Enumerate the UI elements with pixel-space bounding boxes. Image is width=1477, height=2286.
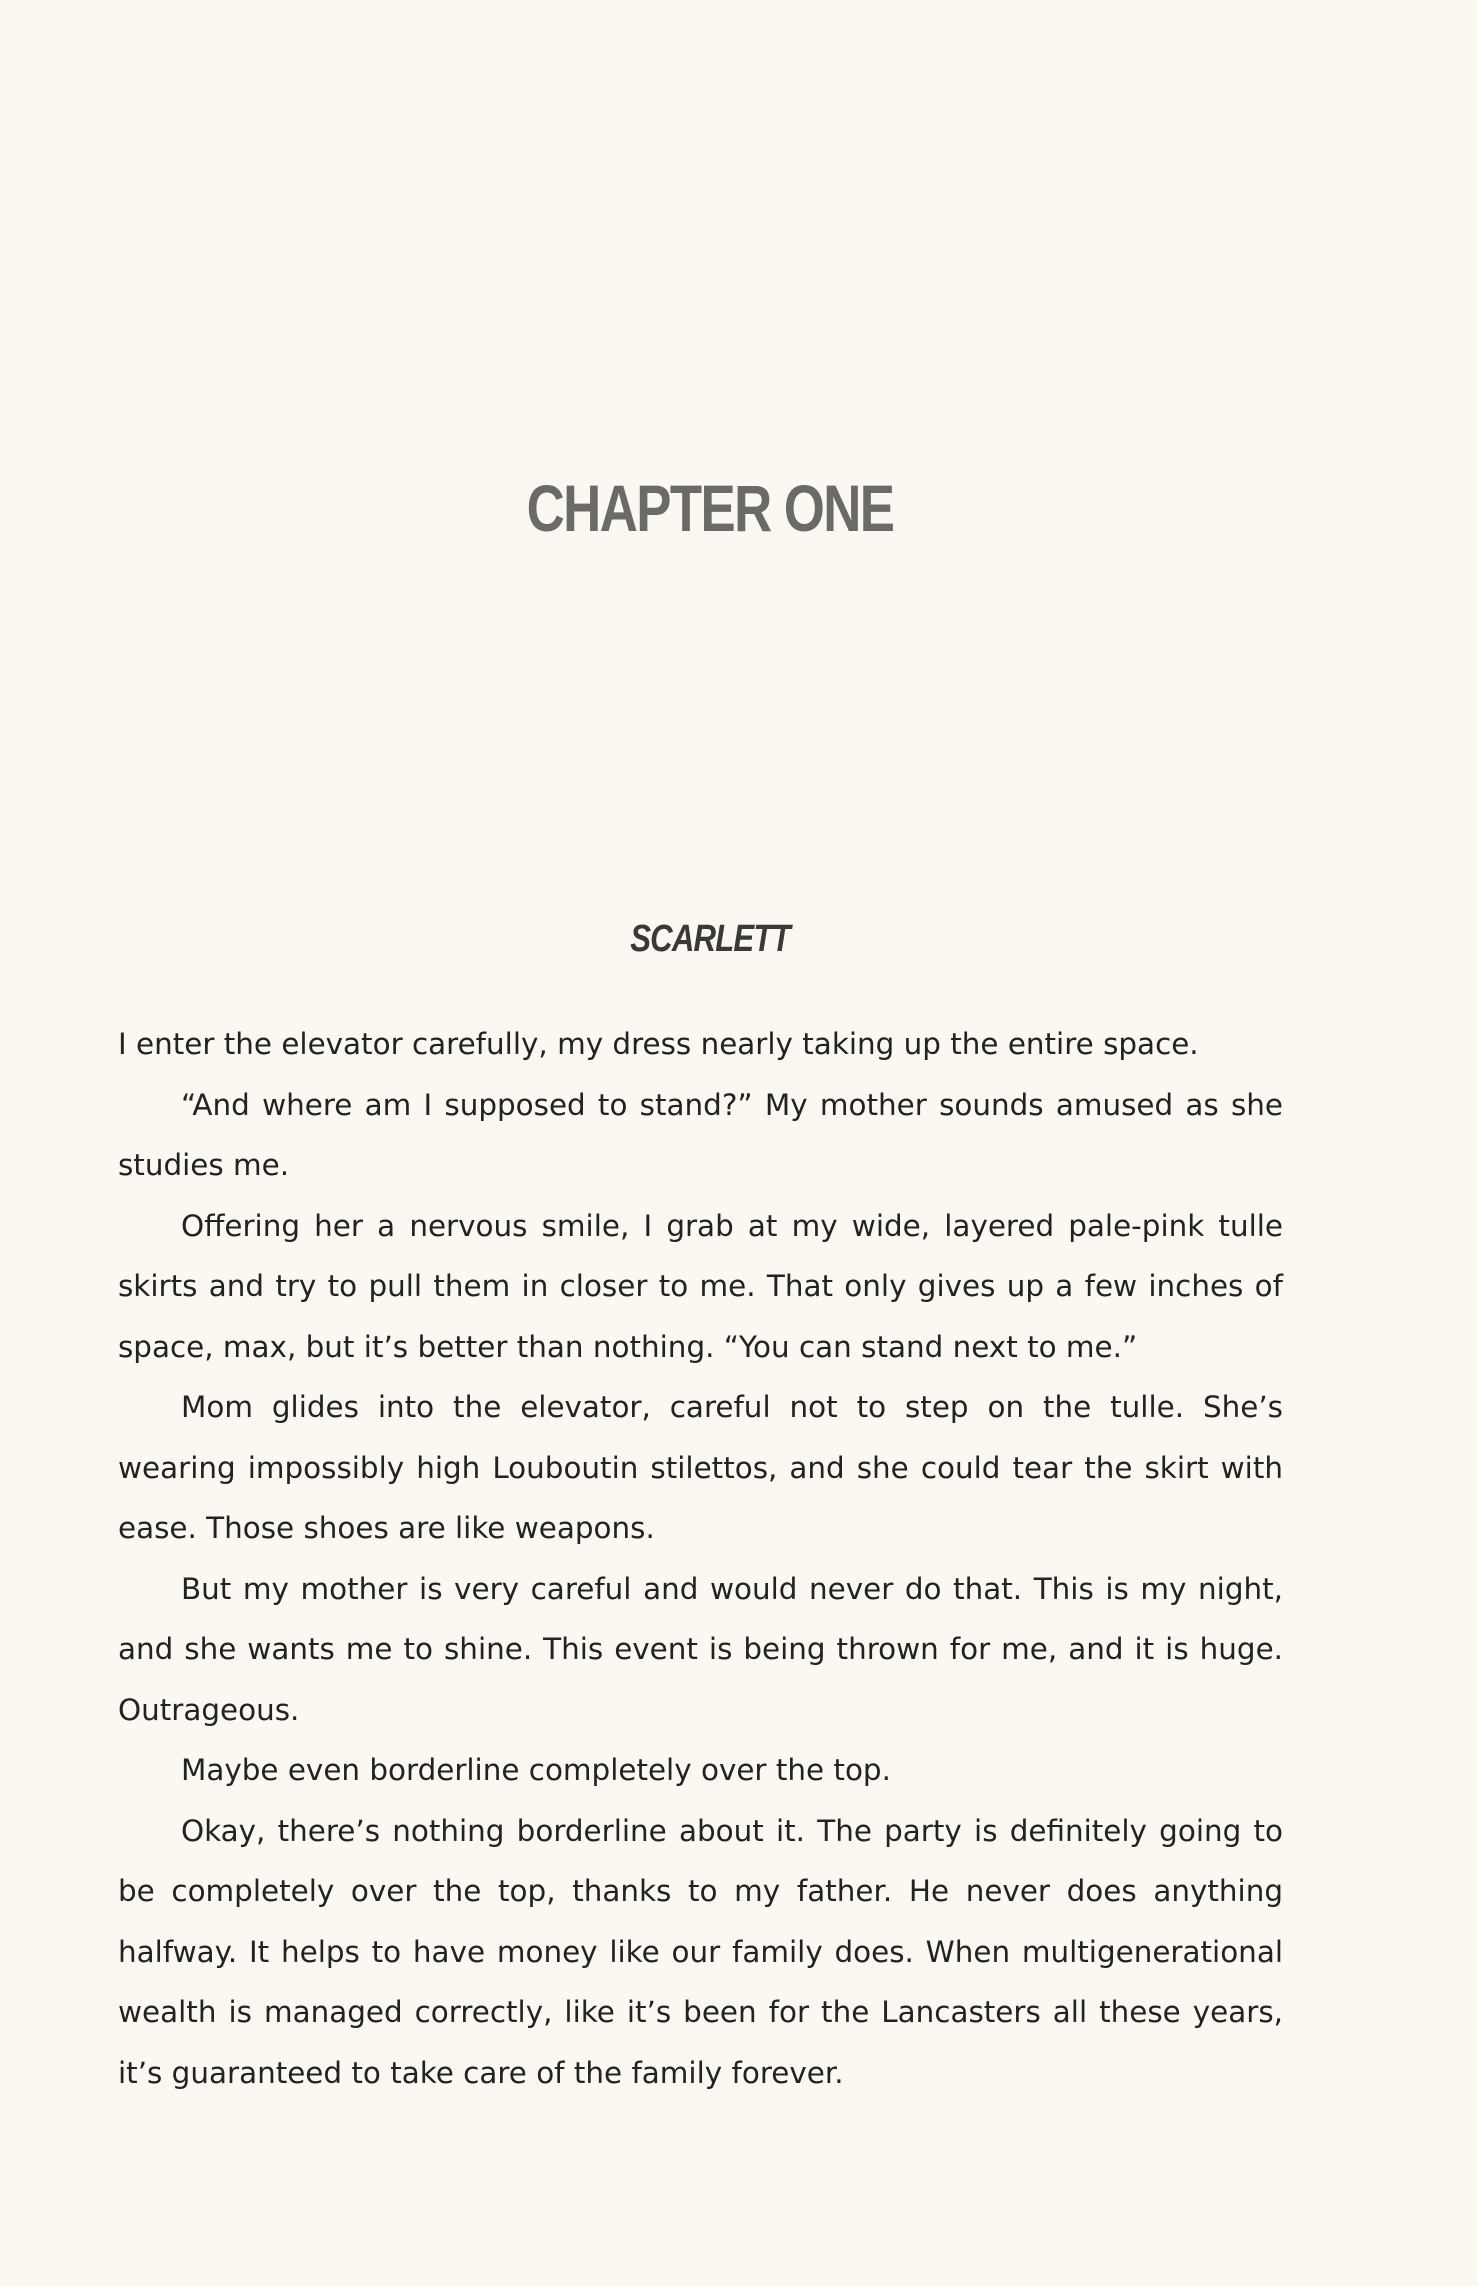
paragraph: “And where am I supposed to stand?” My mother sounds amused as she studies me.	[118, 1087, 1283, 1182]
chapter-title: CHAPTER ONE	[526, 471, 894, 545]
pov-character-name: SCARLETT	[630, 918, 790, 960]
paragraph: Mom glides into the elevator, careful not to step on the tulle. She’s wearing impossibly high Louboutin stilettos, and she could tear the skirt with ease. Those shoes are like weapons.	[118, 1390, 1283, 1545]
paragraph: Okay, there’s nothing borderline about it. The party is definitely going to be completely over the top, thanks to my father. He never does anything halfway. It helps to have money like our family does. When multigenerational wealth is managed correctly, like it’s been for the Lancasters all these years, it’s guaranteed to take care of the family forever.	[118, 1813, 1283, 2090]
paragraph: Offering her a nervous smile, I grab at my wide, layered pale-pink tulle skirts and try to pull them in closer to me. That only gives up a few inches of space, max, but it’s better than nothing. “You can stand next to me.”	[118, 1208, 1283, 1364]
chapter-body	[118, 1014, 1283, 2103]
paragraph: Maybe even borderline completely over the top.	[181, 1753, 891, 1787]
paragraph: But my mother is very careful and would never do that. This is my night, and she wants me to shine. This event is being thrown for me, and it is huge. Outrageous.	[118, 1571, 1283, 1727]
paragraph: I enter the elevator carefully, my dress nearly taking up the entire space.	[118, 1027, 1199, 1061]
